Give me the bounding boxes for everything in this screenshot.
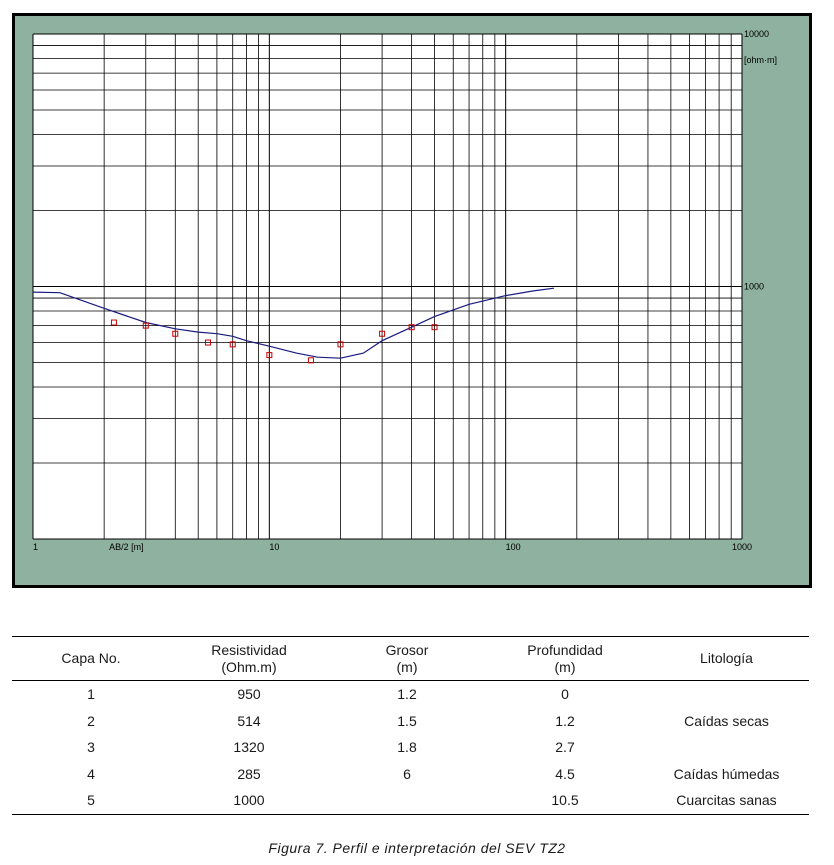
table-header-row <box>12 637 809 681</box>
cell-litologia <box>644 734 809 761</box>
x-tick-label: 1000 <box>731 542 753 552</box>
cell-litologia: Cuarcitas sanas <box>644 787 809 814</box>
chart-plot <box>15 16 809 585</box>
cell-profundidad: 1.2 <box>555 712 575 729</box>
table-row <box>12 734 809 761</box>
header-resistividad <box>170 637 328 681</box>
cell-grosor: 1.2 <box>397 686 417 703</box>
header-capa <box>12 637 170 681</box>
cell-resistividad: 1000 <box>170 787 328 814</box>
figure-caption: Figura 7. Perfil e interpretación del SEV TZ2 <box>268 840 566 856</box>
cell-litologia <box>644 681 809 708</box>
header-grosor-label: Grosor <box>385 641 429 658</box>
cell-capa: 5 <box>12 787 170 814</box>
x-tick-label: 10 <box>269 542 280 552</box>
cell-capa: 3 <box>87 739 95 756</box>
cell-grosor: 1.8 <box>397 739 417 756</box>
cell-profundidad: 2.7 <box>555 739 575 756</box>
cell-grosor <box>328 787 486 814</box>
table-row <box>12 708 809 735</box>
table-row <box>12 787 809 814</box>
cell-grosor: 6 <box>403 765 411 782</box>
y-tick-label: 10000 <box>744 29 770 39</box>
layer-interpretation-table <box>12 636 809 815</box>
x-axis-label: AB/2 [m] <box>109 542 144 552</box>
cell-capa: 4 <box>87 765 95 782</box>
y-tick-label: 1000 <box>744 281 765 292</box>
cell-capa: 2 <box>87 712 95 729</box>
cell-resistividad: 950 <box>237 686 261 703</box>
x-tick-label: 100 <box>505 542 521 552</box>
table-row <box>12 761 809 788</box>
y-axis-unit: [ohm·m] <box>744 55 778 65</box>
header-resistividad-label: Resistividad <box>211 641 287 658</box>
cell-profundidad: 10.5 <box>486 787 644 814</box>
cell-resistividad: 1320 <box>233 739 265 756</box>
header-grosor <box>328 637 486 681</box>
sev-chart <box>12 13 812 588</box>
cell-capa: 1 <box>87 686 95 703</box>
cell-resistividad: 514 <box>237 712 261 729</box>
cell-resistividad: 285 <box>237 765 261 782</box>
header-resistividad-unit: (Ohm.m) <box>221 658 277 675</box>
header-profundidad <box>486 637 644 681</box>
header-litologia-label: Litología <box>700 650 753 666</box>
table-row <box>12 681 809 708</box>
cell-litologia: Caídas húmedas <box>673 765 780 782</box>
cell-profundidad: 0 <box>561 686 569 703</box>
header-profundidad-unit: (m) <box>554 658 576 675</box>
header-grosor-unit: (m) <box>396 658 418 675</box>
header-litologia <box>644 637 809 681</box>
x-tick-label: 1 <box>33 542 39 552</box>
cell-grosor: 1.5 <box>397 712 417 729</box>
cell-profundidad: 4.5 <box>555 765 575 782</box>
header-capa-label: Capa No. <box>61 650 121 666</box>
header-profundidad-label: Profundidad <box>527 641 603 658</box>
cell-litologia: Caídas secas <box>684 712 769 729</box>
